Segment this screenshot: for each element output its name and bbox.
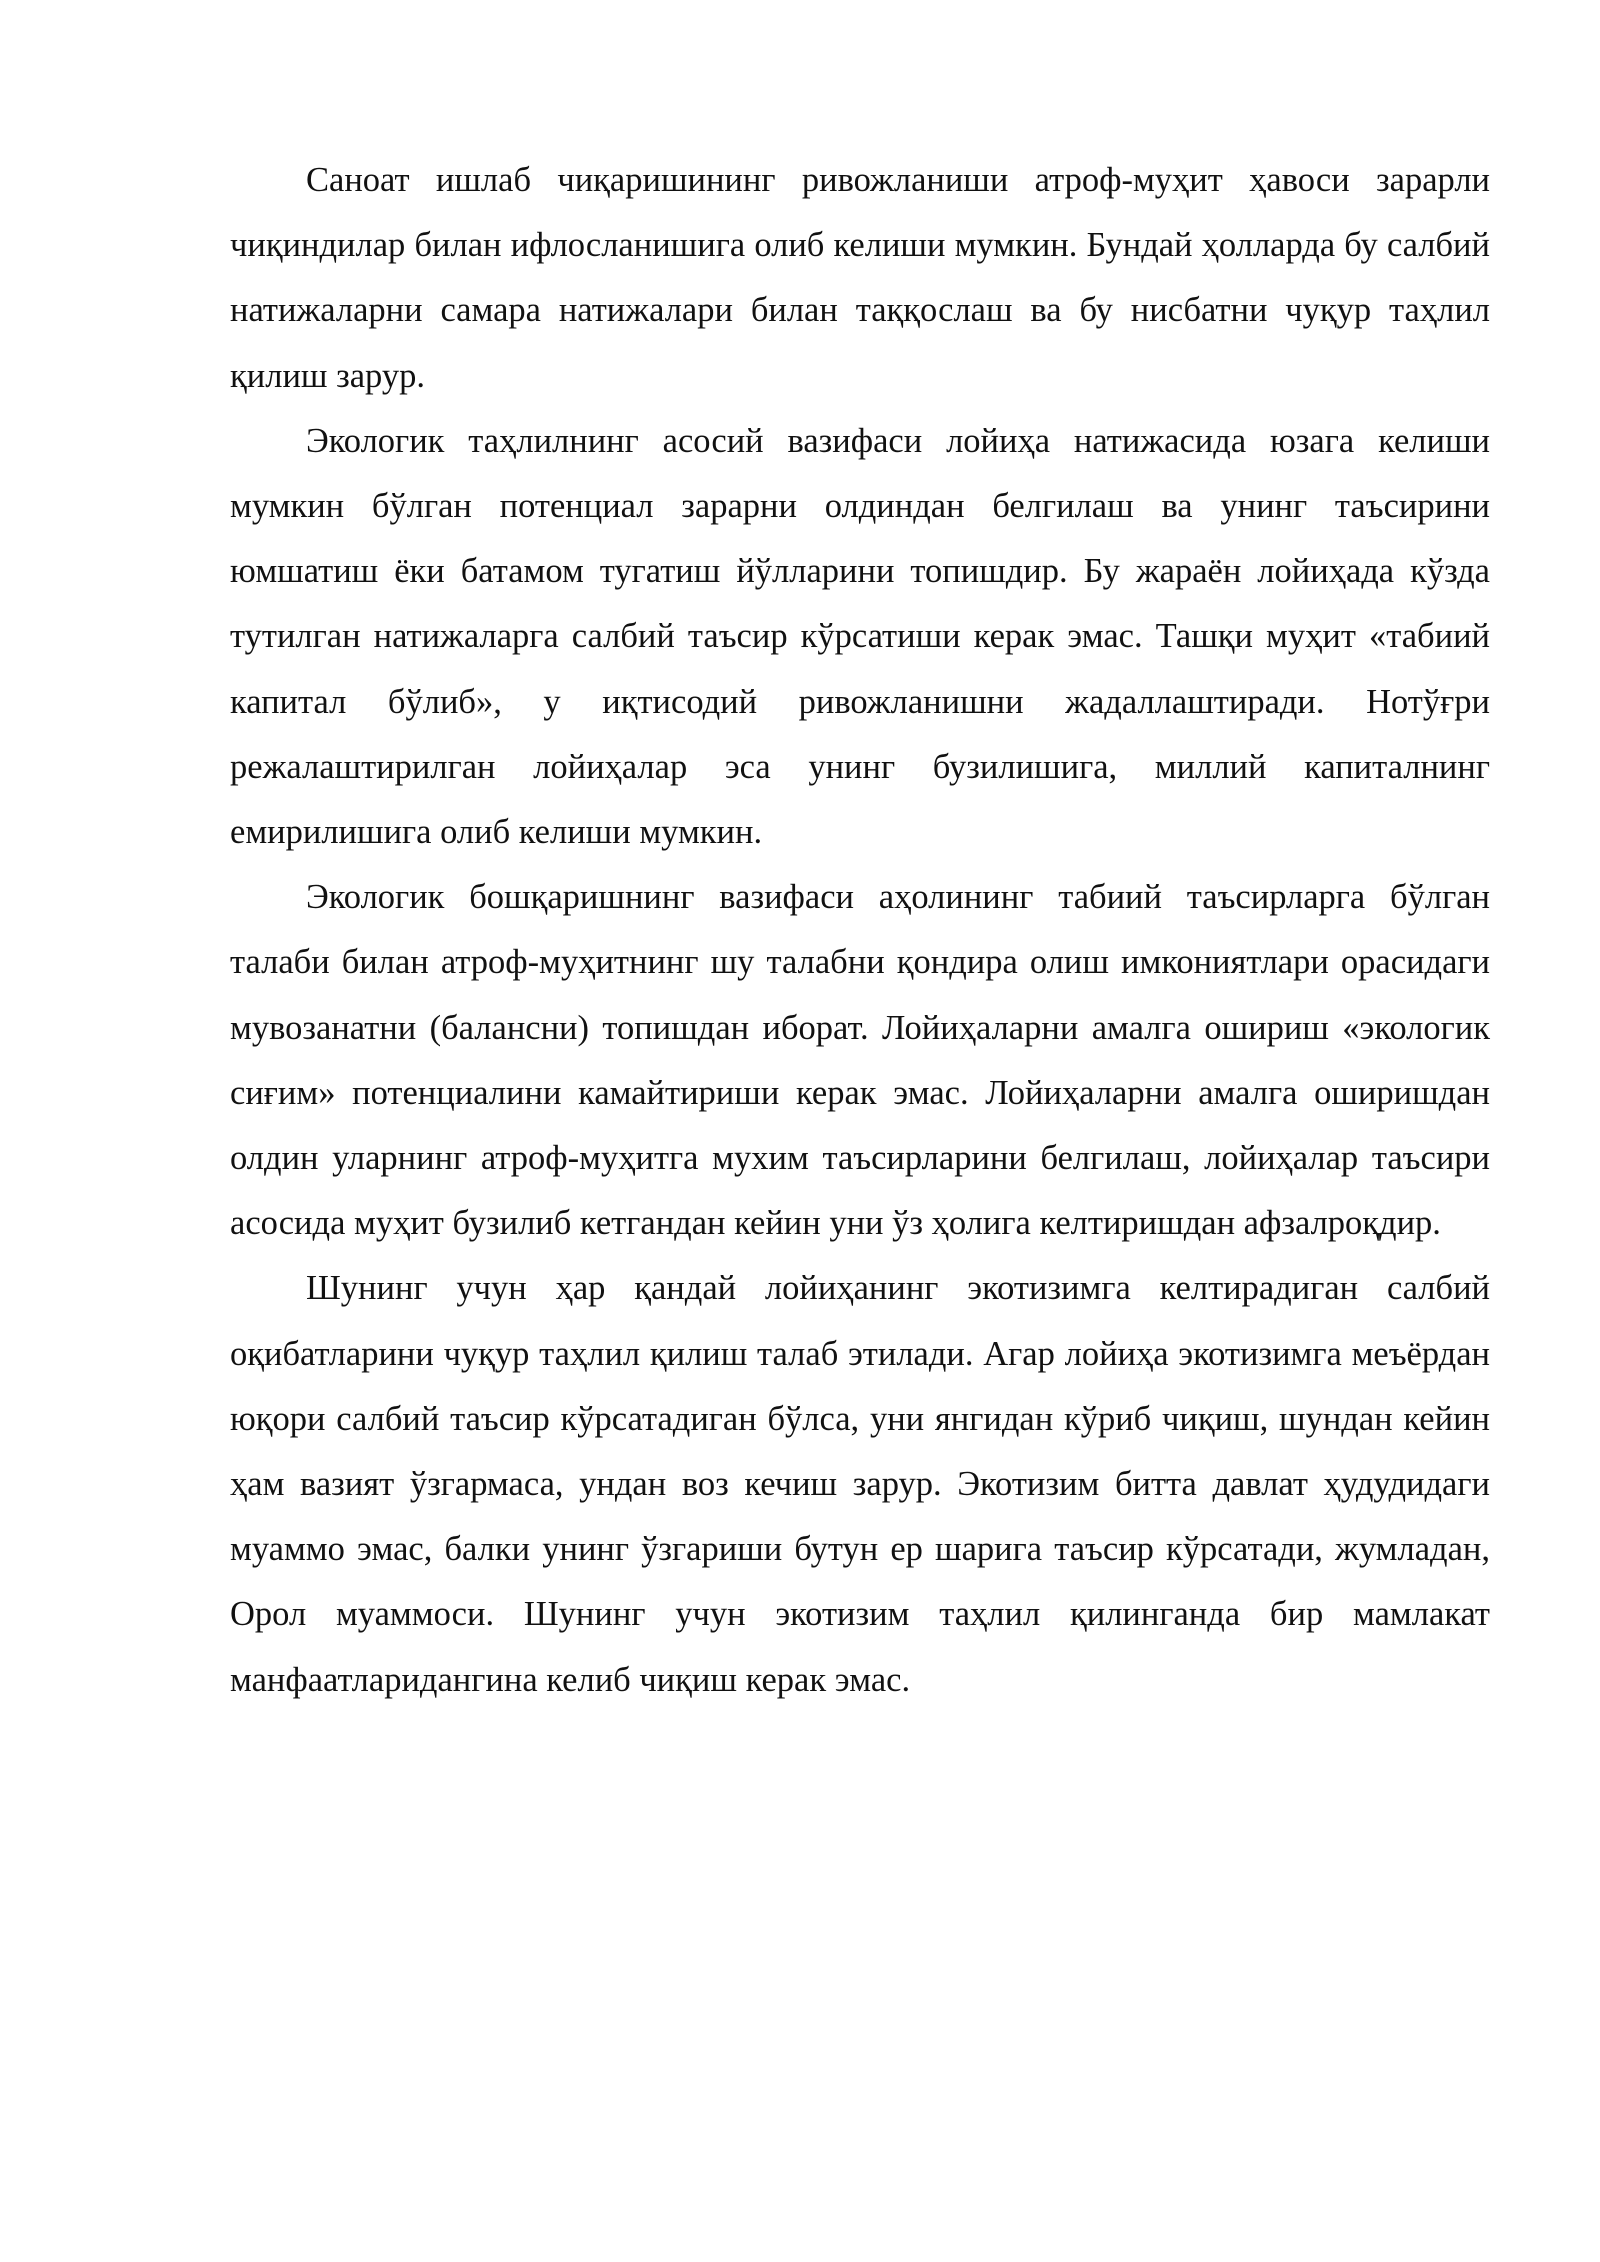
paragraph-4: Шунинг учун ҳар қандай лойиҳанинг экотизимга келтирадиган салбий оқибатларини чуқур таҳлил қилиш талаб этилади. Агар лойиҳа экотизимга меъёрдан юқори салбий таъсир кўрсатадиган бўлса, уни янгидан кўриб чиқиш, шундан кейин ҳам вазият ўзгармаса, ундан воз кечиш зарур. Экотизим битта давлат ҳудудидаги муаммо эмас, балки унинг ўзгариши бутун ер шарига таъсир кўрсатади, жумладан, Орол муаммоси. Шунинг учун экотизим таҳлил қилинганда бир мамлакат манфаатларидангина келиб чиқиш керак эмас.: [230, 1269, 1490, 1699]
paragraph-3: Экологик бошқаришнинг вазифаси аҳолининг табиий таъсирларга бўлган талаби билан атроф-муҳитнинг шу талабни қондира олиш имкониятлари орасидаги мувозанатни (балансни) топишдан иборат. Лойиҳаларни амалга ошириш «экологик сиғим» потенциалини камайтириши керак эмас. Лойиҳаларни амалга оширишдан олдин уларнинг атроф-муҳитга мухим таъсирларини белгилаш, лойиҳалар таъсири асосида муҳит бузилиб кетгандан кейин уни ўз ҳолига келтиришдан афзалроқдир.: [230, 878, 1490, 1243]
paragraph-1: Саноат ишлаб чиқаришининг ривожланиши атроф-муҳит ҳавоси зарарли чиқиндилар билан ифлосланишига олиб келиши мумкин. Бундай ҳолларда бу салбий натижаларни самара натижалари билан таққослаш ва бу нисбатни чуқур таҳлил қилиш зарур.: [230, 161, 1490, 395]
body-text: [230, 148, 1490, 1713]
paragraph-2: Экологик таҳлилнинг асосий вазифаси лойиҳа натижасида юзага келиши мумкин бўлган потенциал зарарни олдиндан белгилаш ва унинг таъсирини юмшатиш ёки батамом тугатиш йўлларини топишдир. Бу жараён лойиҳада кўзда тутилган натижаларга салбий таъсир кўрсатиши керак эмас. Ташқи муҳит «табиий капитал бўлиб», у иқтисодий ривожланишни жадаллаштиради. Нотўғри режалаштирилган лойиҳалар эса унинг бузилишига, миллий капиталнинг емирилишига олиб келиши мумкин.: [230, 421, 1490, 852]
